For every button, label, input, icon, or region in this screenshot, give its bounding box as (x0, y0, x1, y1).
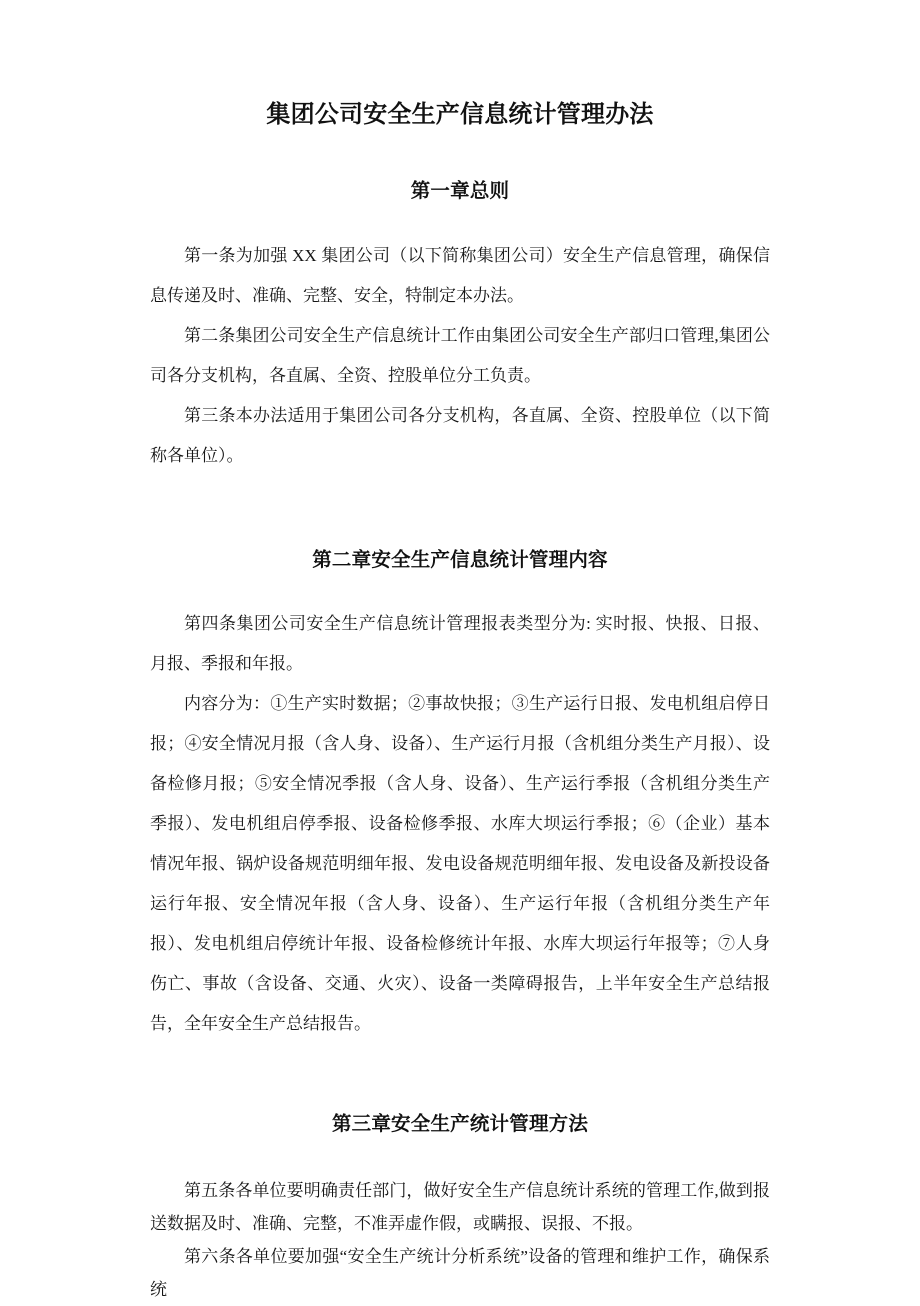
chapter-3-body (150, 1138, 770, 1306)
chapter-1-body (150, 205, 770, 476)
chapter-heading-2: 第二章安全生产信息统计管理内容 (312, 549, 608, 571)
paragraph-article-3: 第三条本办法适用于集团公司各分支机构，各直属、全资、控股单位（以下简称各单位）。 (150, 406, 770, 465)
paragraph-report-contents: 内容分为：①生产实时数据；②事故快报；③生产运行日报、发电机组启停日报；④安全情况月报（含人身、设备）、生产运行月报（含机组分类生产月报）、设备检修月报；⑤安全情况季报（含人身、设备）、生产运行季报（含机组分类生产季报）、发电机组启停季报、设备检修季报、水库大坝运行季报；⑥（企业）基本情况年报、锅炉设备规范明细年报、发电设备规范明细年报、发电设备及新投设备运行年报、安全情况年报（含人身、设备）、生产运行年报（含机组分类生产年报）、发电机组启停统计年报、设备检修统计年报、水库大坝运行年报等；⑦人身伤亡、事故（含设备、交通、火灾）、设备一类障碍报告，上半年安全生产总结报告，全年安全生产总结报告。 (150, 694, 770, 1033)
chapter-2-body (150, 574, 770, 1044)
paragraph-article-5: 第五条各单位要明确责任部门，做好安全生产信息统计系统的管理工作,做到报送数据及时、准确、完整，不准弄虚作假，或瞒报、误报、不报。 (150, 1181, 770, 1233)
paragraph-article-1: 第一条为加强 XX 集团公司（以下简称集团公司）安全生产信息管理，确保信息传递及时、准确、完整、安全，特制定本办法。 (150, 246, 770, 305)
paragraph-article-2: 第二条集团公司安全生产信息统计工作由集团公司安全生产部归口管理,集团公司各分支机构，各直属、全资、控股单位分工负责。 (150, 326, 770, 385)
document-title: 集团公司安全生产信息统计管理办法 (266, 101, 654, 128)
paragraph-article-6: 第六条各单位要加强“安全生产统计分析系统”设备的管理和维护工作，确保系统 (150, 1247, 770, 1299)
chapter-heading-1: 第一章总则 (410, 180, 510, 202)
chapter-heading-3: 第三章安全生产统计管理方法 (331, 1113, 589, 1135)
paragraph-article-4: 第四条集团公司安全生产信息统计管理报表类型分为: 实时报、快报、日报、月报、季报和年报。 (150, 614, 770, 673)
